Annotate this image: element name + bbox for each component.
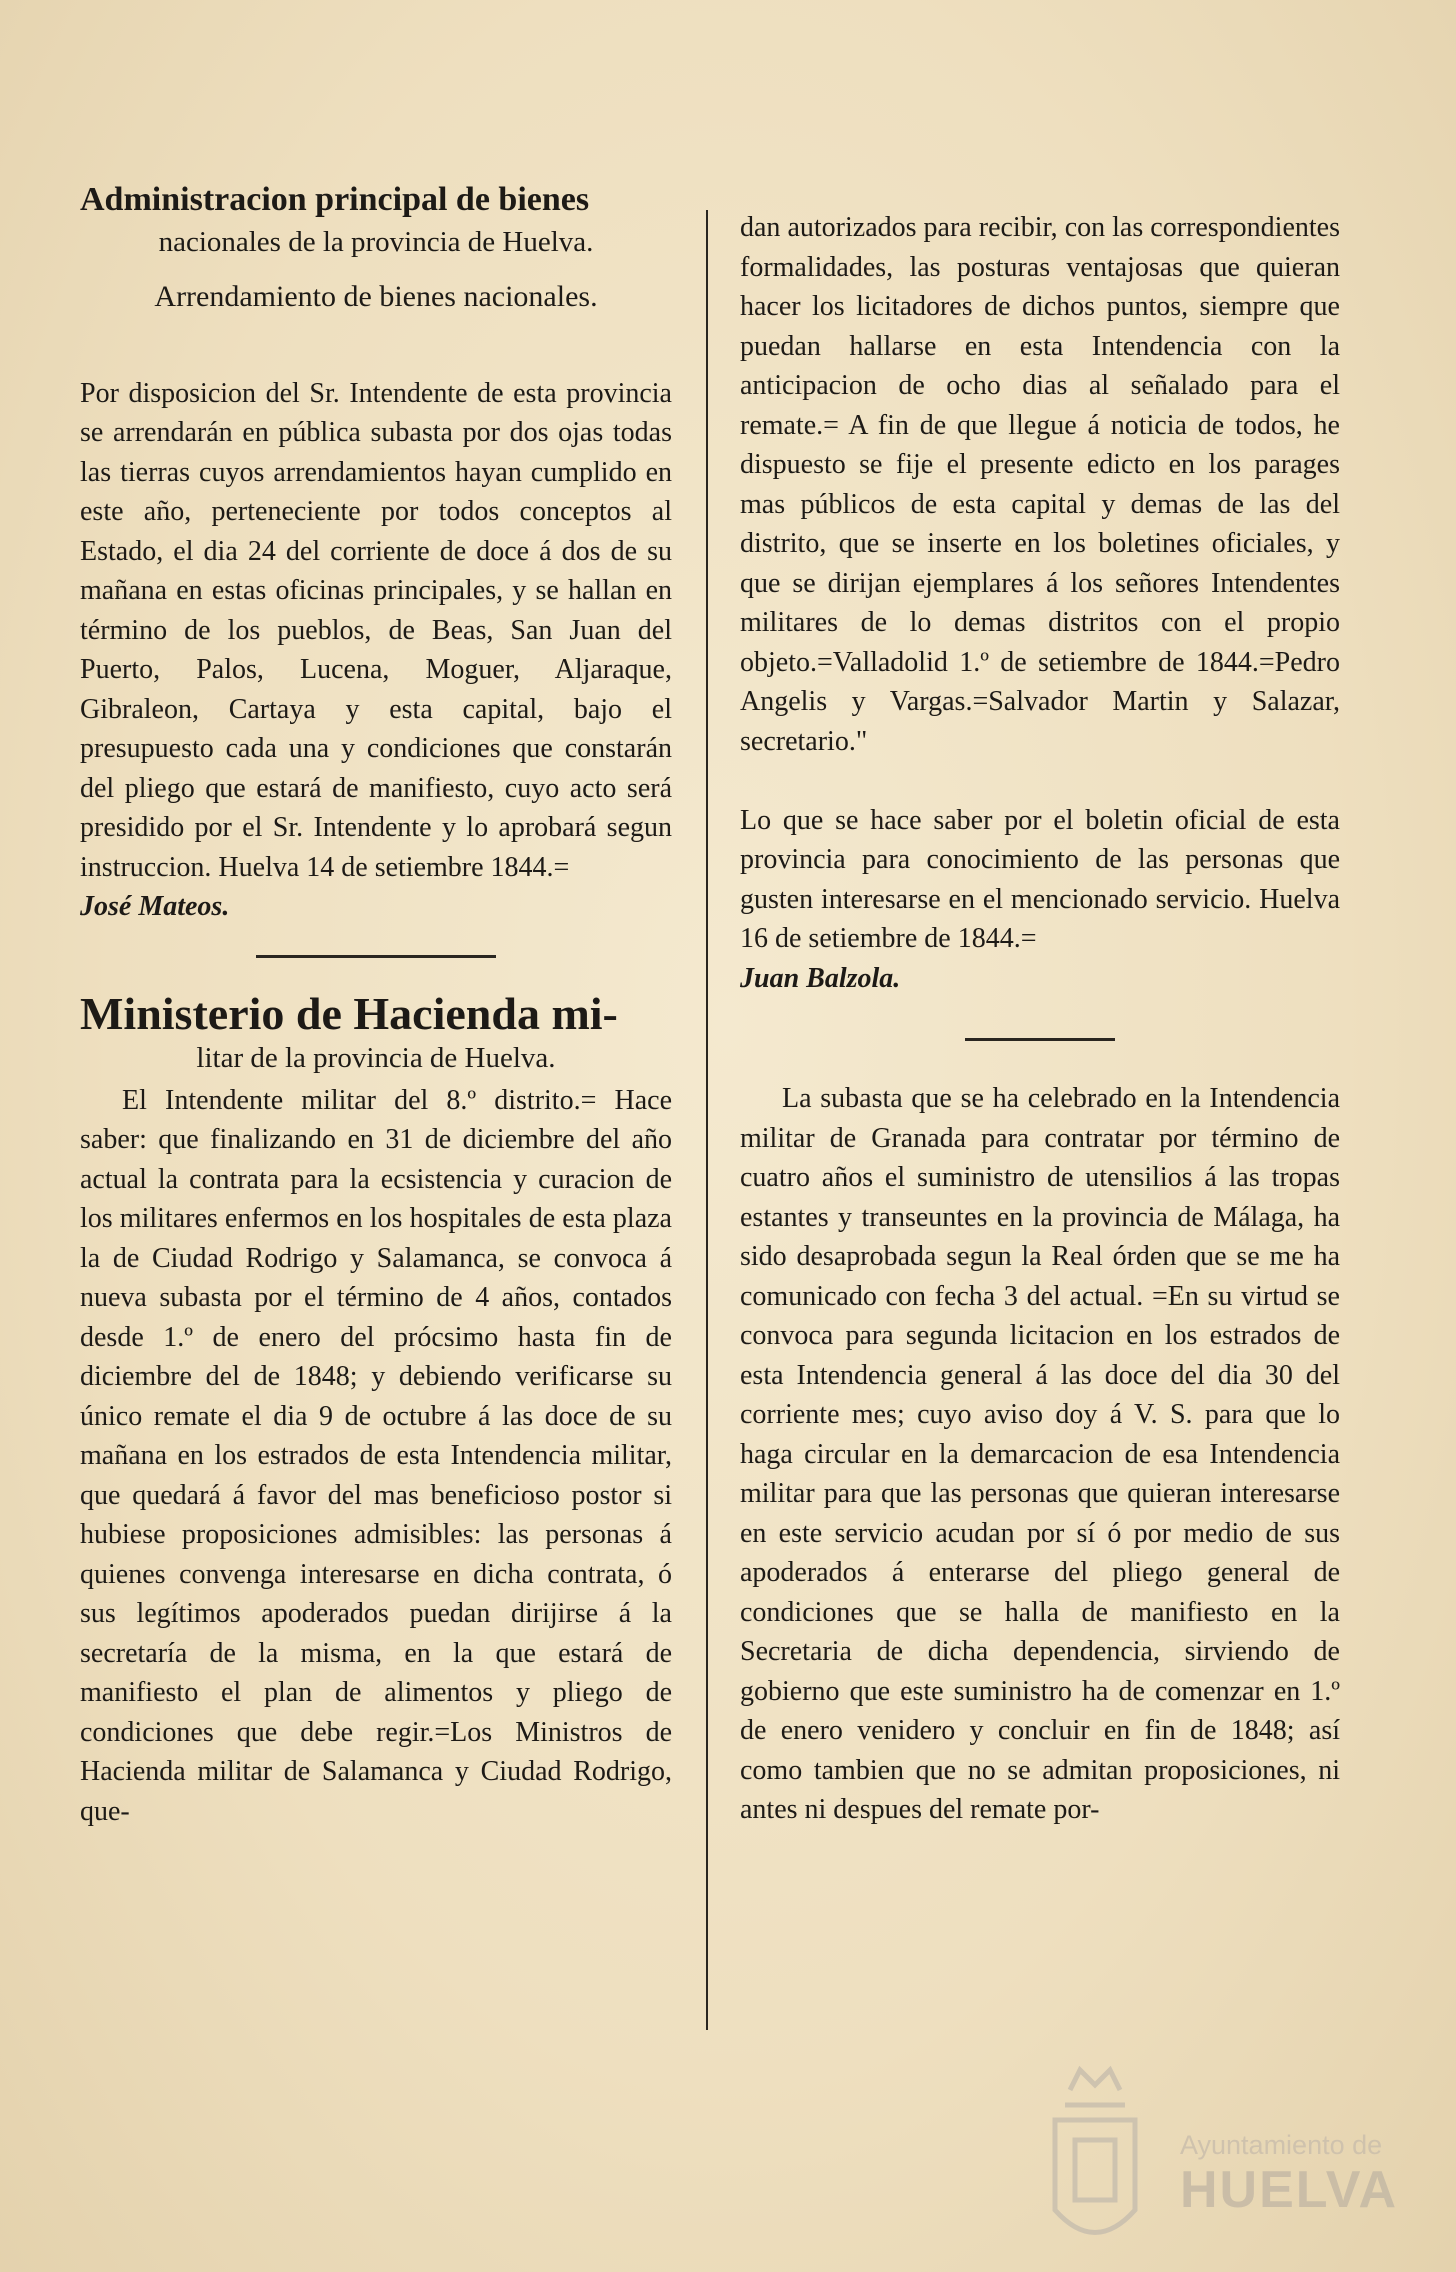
notice-title-line1: Administracion principal de bienes: [80, 181, 590, 218]
section-rule: [256, 955, 496, 958]
right-column: [740, 208, 1340, 1830]
notice-ministerio-hacienda: [80, 988, 672, 1832]
publication-signature: Juan Balzola.: [740, 962, 901, 994]
notice-subtitle: Arrendamiento de bienes nacionales.: [154, 280, 598, 313]
notice-title-line2: nacionales de la provincia de Huelva.: [158, 226, 594, 258]
publication-note: [740, 761, 1340, 998]
ministerio-body: El Intendente militar del 8.º distrito.= Hace saber: que finalizando en 31 de diciembre del año actual la contrata para la ecsistencia y curacion de los militares enfermos en los hospitales de esta plaza la de Ciudad Rodrigo y Salamanca, se convoca á nueva subasta por el término de 4 años, contados desde 1.º de enero del prócsimo hasta fin de diciembre del de 1848; y debiendo verificarse su único remate el dia 9 de octubre á las doce de su mañana en los estrados de esta Intendencia militar, que quedará á favor del mas beneficioso postor si hubiese proposiciones admisibles: las personas á quienes convenga interesarse en dicha contrata, ó sus legítimos apoderados puedan dirijirse á la secretaría de la misma, en la que estará de manifiesto el plan de alimentos y pliego de condiciones que debe regir.=Los Ministros de Hacienda militar de Salamanca y Ciudad Rodrigo, que-: [80, 1084, 672, 1827]
section-rule-right: [965, 1038, 1115, 1041]
city-seal-icon: [1040, 2060, 1150, 2260]
notice-body: [80, 334, 672, 927]
ministerio-title: Ministerio de Hacienda mi-: [80, 987, 618, 1039]
watermark-line1: Ayuntamiento de: [1180, 2130, 1383, 2160]
notice-subasta-granada: La subasta que se ha celebrado en la Intendencia militar de Granada para contratar por término de cuatro años el suministro de utensilios á las tropas estantes y transeuntes en la provincia de Málaga, ha sido desaprobada segun la Real órden que se me ha comunicado con fecha 3 del actual. =En su virtud se convoca para segunda licitacion en los estrados de esta Intendencia general á las doce del dia 30 del corriente mes; cuyo aviso doy á V. S. para que lo haga circular en la demarcacion de esa Intendencia militar para que las personas que quieran interesarse en este servicio acudan por sí ó por medio de sus apoderados á enterarse del pliego general de condiciones que se halla de manifiesto en la Secretaria de dicha dependencia, sirviendo de gobierno que este suministro ha de comenzar en 1.º de enero venidero y concluir en fin de 1848; así como tambien que no se admitan proposiciones, ni antes ni despues del remate por-: [740, 1083, 1340, 1825]
ministerio-subtitle: litar de la provincia de Huelva.: [196, 1041, 556, 1074]
left-column: [80, 180, 672, 1831]
watermark-line2: HUELVA: [1180, 2161, 1399, 2219]
publication-note-text: Lo que se hace saber por el boletin oficial de esta provincia para conocimiento de las personas que gusten interesarse en el mencionado servicio. Huelva 16 de setiembre de 1844.=: [740, 804, 1340, 954]
column-divider: [706, 210, 708, 2030]
notice-title: [80, 180, 672, 262]
notice-signature: José Mateos.: [80, 891, 230, 922]
archive-watermark: [1040, 2060, 1400, 2260]
notice-bienes-nacionales: [80, 180, 672, 927]
notice-body-text: Por disposicion del Sr. Intendente de esta provincia se arrendarán en pública subasta por dos ojas todas las tierras cuyos arrendamientos hayan cumplido en este año, perteneciente por todos conceptos al Estado, el dia 24 del corriente de doce á dos de su mañana en estas oficinas principales, y se hallan en término de los pueblos, de Beas, San Juan del Puerto, Palos, Lucena, Moguer, Aljaraque, Gibraleon, Cartaya y esta capital, bajo el presupuesto cada una y condiciones que constarán del pliego que estará de manifiesto, cuyo acto será presidido por el Sr. Intendente y lo aprobará segun instruccion. Huelva 14 de setiembre 1844.=: [80, 377, 672, 883]
continuation-text: dan autorizados para recibir, con las correspondientes formalidades, las posturas ventajosas que quieran hacer los licitadores de dichos puntos, siempre que puedan hallarse en esta Intendencia con la anticipacion de ocho dias al señalado para el remate.= A fin de que llegue á noticia de todos, he dispuesto se fije el presente edicto en los parages mas públicos de esta capital y demas de las del distrito, que se inserte en los boletines oficiales, y que se dirijan ejemplares á los señores Intendentes militares de lo demas distritos con el propio objeto.=Valladolid 1.º de setiembre de 1844.=Pedro Angelis y Vargas.=Salvador Martin y Salazar, secretario.": [740, 212, 1340, 757]
